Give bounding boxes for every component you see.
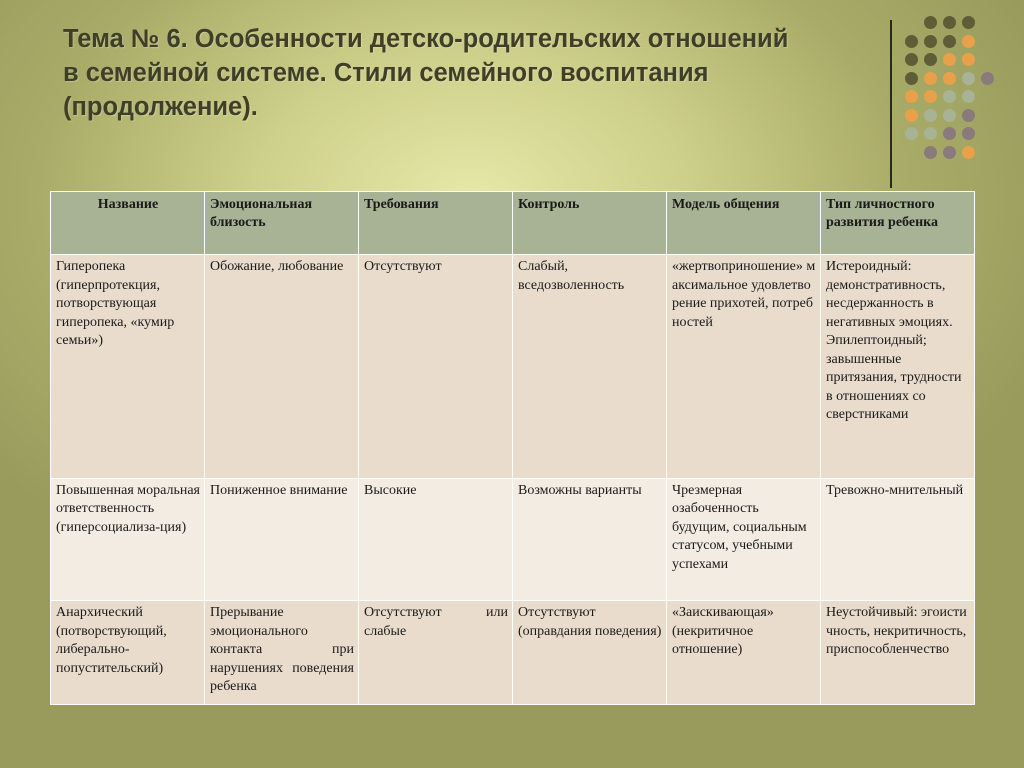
decorative-dot [943, 53, 956, 66]
table-cell: Тревожно-мнительный [821, 478, 975, 600]
decorative-dot [943, 146, 956, 159]
table-cell: Чрезмерная озабоченность будущим, социальным статусом, учебными успехами [667, 478, 821, 600]
table-cell: Неустойчивый: эгоистичность, некритичность, приспособленчество [821, 601, 975, 705]
header-name: Название [51, 192, 205, 255]
family-upbringing-styles-table [50, 191, 975, 705]
decorative-dot [905, 53, 918, 66]
decorative-dot [962, 35, 975, 48]
decorative-dot [962, 146, 975, 159]
decorative-dot [943, 16, 956, 29]
decorative-dot [943, 90, 956, 103]
decorative-dot-grid [905, 16, 1005, 166]
decorative-dot [924, 90, 937, 103]
table-cell: Отсутствуют (оправдания поведения) [513, 601, 667, 705]
header-communication-model: Модель общения [667, 192, 821, 255]
decorative-dot [962, 127, 975, 140]
table-row [51, 478, 975, 600]
table-cell: Слабый, вседозволенность [513, 255, 667, 479]
table-cell: Возможны варианты [513, 478, 667, 600]
table-cell: Анархический (потворствующий, либерально-попустительский) [51, 601, 205, 705]
title-line: в семейной системе. Стили семейного воспитания [63, 59, 709, 87]
decorative-dot [905, 127, 918, 140]
decorative-dot [924, 53, 937, 66]
title-line: Тема № 6. Особенности детско-родительских отношений [63, 25, 789, 53]
decorative-dot [962, 109, 975, 122]
decorative-dot [962, 90, 975, 103]
header-personality-type: Тип личностного развития ребенка [821, 192, 975, 255]
decorative-dot [962, 16, 975, 29]
table-cell: Пониженное внимание [205, 478, 359, 600]
decorative-dot [924, 146, 937, 159]
table-cell: Отсутствуют [359, 255, 513, 479]
table-row [51, 601, 975, 705]
table-cell: «жертвоприношение» максимальное удовлетворение прихотей, потребностей [667, 255, 821, 479]
header-control: Контроль [513, 192, 667, 255]
decorative-dot [924, 72, 937, 85]
table-cell: «Заискивающая» (некритичное отношение) [667, 601, 821, 705]
table-cell: Прерывание эмоционального контакта при нарушениях поведения ребенка [205, 601, 359, 705]
decorative-dot [981, 72, 994, 85]
decorative-dot [943, 72, 956, 85]
decorative-dot [943, 127, 956, 140]
decorative-dot [905, 72, 918, 85]
table-header-row [51, 192, 975, 255]
decorative-dot [905, 109, 918, 122]
table-cell: Гиперопека (гиперпротекция, потворствующая гиперопека, «кумир семьи») [51, 255, 205, 479]
slide-title [63, 22, 883, 124]
decorative-dot [905, 90, 918, 103]
decorative-dot [905, 35, 918, 48]
table-cell: Повышенная моральная ответственность (гиперсоциализа-ция) [51, 478, 205, 600]
table-cell: Истероидный: демонстративность, несдержанность в негативных эмоциях. Эпилептоидный; завышенные притязания, трудности в отношениях со сверстниками [821, 255, 975, 479]
table-cell: Отсутствуют или слабые [359, 601, 513, 705]
decorative-dot [943, 35, 956, 48]
vertical-divider [890, 20, 892, 188]
decorative-dot [924, 127, 937, 140]
decorative-dot [924, 35, 937, 48]
decorative-dot [962, 53, 975, 66]
table-cell: Обожание, любование [205, 255, 359, 479]
header-requirements: Требования [359, 192, 513, 255]
table-cell: Высокие [359, 478, 513, 600]
decorative-dot [924, 16, 937, 29]
table-row [51, 255, 975, 479]
decorative-dot [924, 109, 937, 122]
header-emotional-closeness: Эмоциональная близость [205, 192, 359, 255]
styles-table-container [50, 191, 974, 705]
decorative-dot [962, 72, 975, 85]
decorative-dot [943, 109, 956, 122]
title-line: (продолжение). [63, 93, 258, 121]
